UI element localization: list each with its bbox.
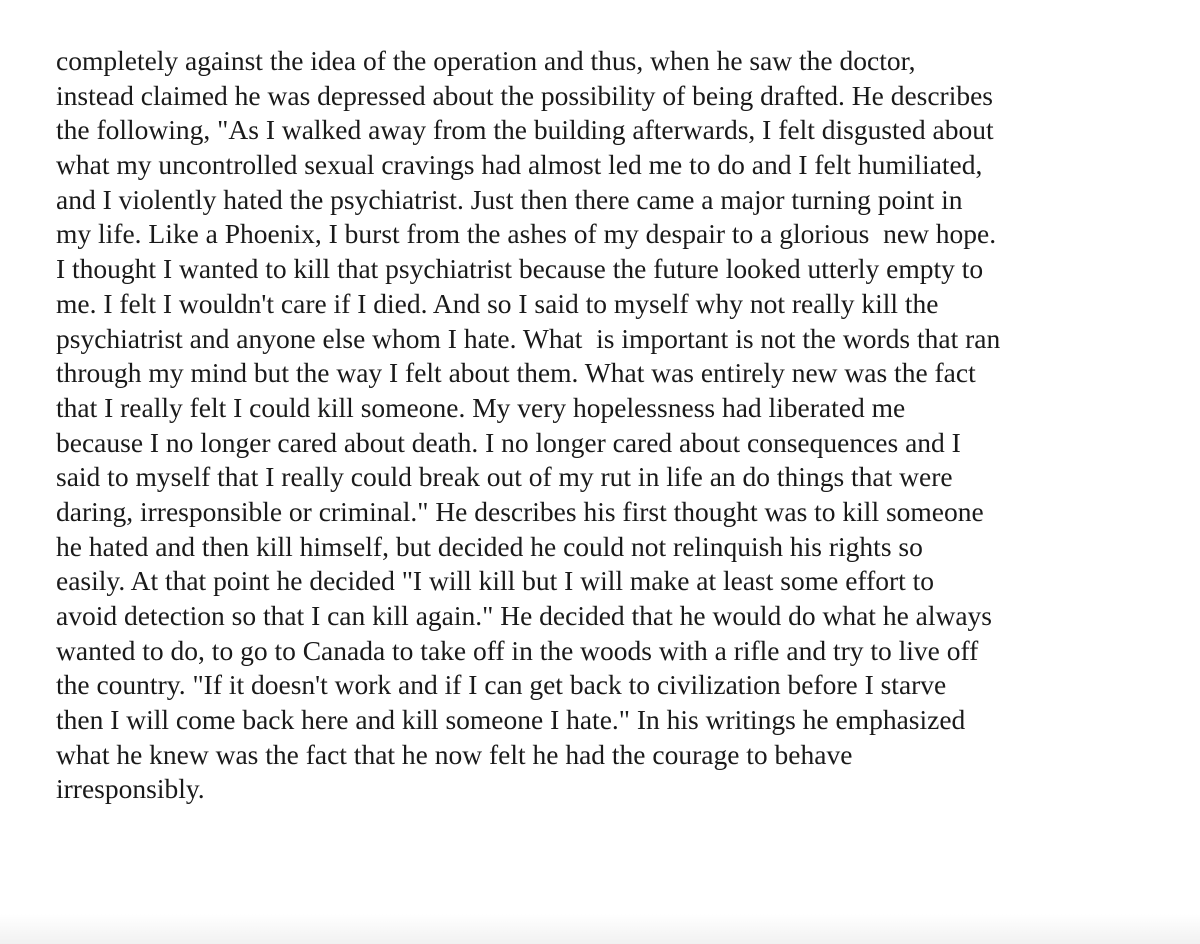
text-line: he hated and then kill himself, but decided he could not relinquish his rights so: [56, 530, 923, 562]
text-line: instead claimed he was depressed about the possibility of being drafted. He describes: [56, 79, 994, 111]
body-paragraph: [56, 44, 1176, 807]
text-line: what he knew was the fact that he now felt he had the courage to behave: [56, 738, 853, 770]
text-line: psychiatrist and anyone else whom I hate. What is important is not the words that ran: [56, 322, 1001, 354]
text-line: the following, "As I walked away from the building afterwards, I felt disgusted about: [56, 114, 994, 146]
text-line: through my mind but the way I felt about them. What was entirely new was the fact: [56, 357, 976, 389]
page-bottom-shadow: [0, 914, 1200, 944]
text-line: because I no longer cared about death. I no longer cared about consequences and I: [56, 426, 961, 458]
text-line: easily. At that point he decided "I will kill but I will make at least some effort to: [56, 565, 935, 597]
text-line: I thought I wanted to kill that psychiatrist because the future looked utterly empty to: [56, 253, 984, 285]
text-line: then I will come back here and kill someone I hate." In his writings he emphasized: [56, 704, 966, 736]
text-line: my life. Like a Phoenix, I burst from the ashes of my despair to a glorious new hope.: [56, 218, 997, 250]
text-line: completely against the idea of the operation and thus, when he saw the doctor,: [56, 45, 916, 76]
text-line: avoid detection so that I can kill again." He decided that he would do what he always: [56, 600, 993, 631]
text-line: the country. "If it doesn't work and if I can get back to civilization before I starve: [56, 669, 947, 701]
text-line: me. I felt I wouldn't care if I died. And so I said to myself why not really kill the: [56, 287, 939, 319]
text-line: daring, irresponsible or criminal." He describes his first thought was to kill someone: [56, 495, 984, 527]
text-line: that I really felt I could kill someone. My very hopelessness had liberated me: [56, 391, 906, 423]
text-line: irresponsibly.: [56, 773, 205, 805]
text-line: what my uncontrolled sexual cravings had almost led me to do and I felt humiliated,: [56, 149, 983, 181]
text-line: wanted to do, to go to Canada to take off in the woods with a rifle and try to live off: [56, 634, 979, 666]
text-line: and I violently hated the psychiatrist. Just then there came a major turning point in: [56, 183, 963, 215]
text-line: said to myself that I really could break out of my rut in life an do things that were: [56, 461, 953, 493]
